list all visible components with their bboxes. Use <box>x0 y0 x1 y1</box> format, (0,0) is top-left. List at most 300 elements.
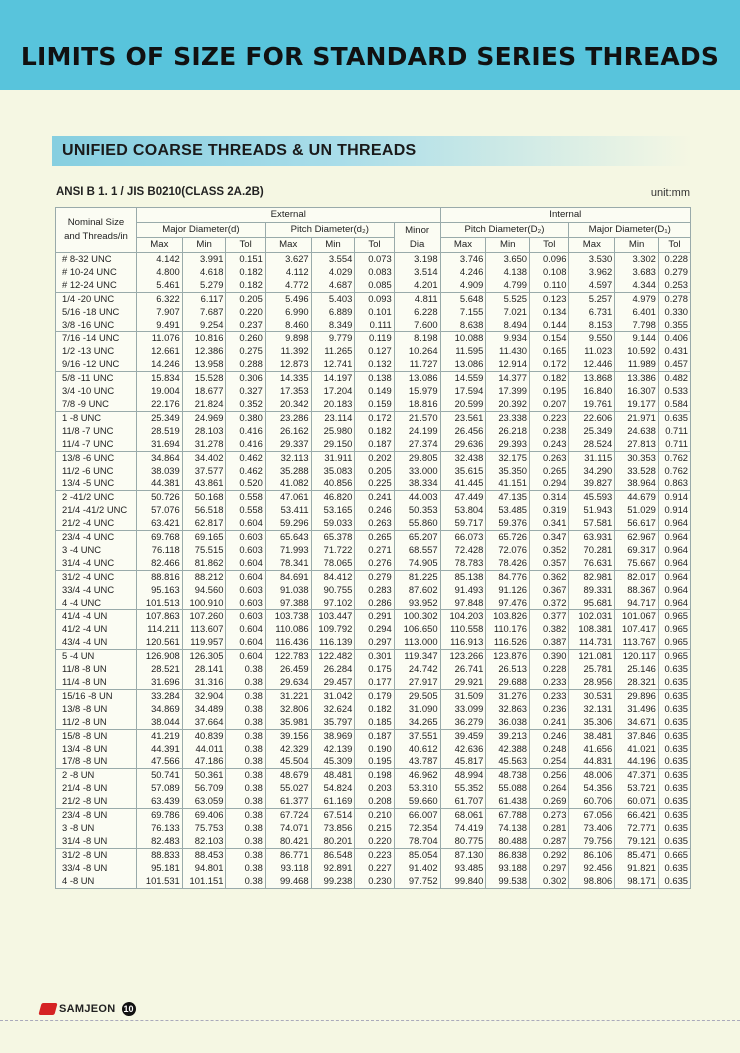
value-cell: 14.246 <box>136 358 182 371</box>
value-cell: 50.741 <box>136 769 182 782</box>
table-row <box>56 332 691 345</box>
value-cell: 53.310 <box>394 782 440 795</box>
value-cell: 91.493 <box>440 584 486 597</box>
value-cell: 0.390 <box>530 650 569 663</box>
value-cell: 72.771 <box>615 822 659 835</box>
value-cell: 101.067 <box>615 610 659 623</box>
header-max: Max <box>569 238 615 253</box>
value-cell: 45.593 <box>569 491 615 504</box>
value-cell: 68.061 <box>440 809 486 822</box>
value-cell: 46.962 <box>394 769 440 782</box>
nominal-size-cell: 13/8 -6 UNC <box>56 451 137 464</box>
header-min: Min <box>182 238 226 253</box>
value-cell: 7.021 <box>486 306 530 319</box>
unit-label: unit:mm <box>650 187 690 199</box>
value-cell: 33.099 <box>440 703 486 716</box>
value-cell: 82.981 <box>569 570 615 583</box>
table-row <box>56 279 691 292</box>
value-cell: 79.756 <box>569 835 615 848</box>
value-cell: 0.264 <box>530 782 569 795</box>
value-cell: 11.595 <box>440 345 486 358</box>
value-cell: 29.921 <box>440 676 486 689</box>
value-cell: 39.156 <box>265 729 311 742</box>
value-cell: 4.979 <box>615 292 659 305</box>
nominal-size-cell: 11/2 -8 UN <box>56 716 137 729</box>
nominal-size-cell: 3/4 -10 UNC <box>56 385 137 398</box>
value-cell: 0.635 <box>658 755 690 768</box>
value-cell: 8.198 <box>394 332 440 345</box>
value-cell: 0.225 <box>355 477 394 490</box>
value-cell: 3.683 <box>615 266 659 279</box>
value-cell: 67.788 <box>486 809 530 822</box>
table-row <box>56 345 691 358</box>
value-cell: 92.456 <box>569 862 615 875</box>
value-cell: 7.798 <box>615 319 659 332</box>
value-cell: 100.910 <box>182 597 226 610</box>
value-cell: 8.153 <box>569 319 615 332</box>
value-cell: 7.600 <box>394 319 440 332</box>
nominal-size-cell: # 12-24 UNC <box>56 279 137 292</box>
value-cell: 51.943 <box>569 504 615 517</box>
value-cell: 0.38 <box>226 663 265 676</box>
value-cell: 0.635 <box>658 835 690 848</box>
value-cell: 38.964 <box>615 477 659 490</box>
table-row <box>56 822 691 835</box>
header-max: Max <box>440 238 486 253</box>
value-cell: 35.797 <box>311 716 355 729</box>
value-cell: 0.227 <box>355 862 394 875</box>
value-cell: 0.205 <box>355 465 394 478</box>
nominal-size-cell: 5/8 -11 UNC <box>56 372 137 385</box>
value-cell: 16.840 <box>569 385 615 398</box>
value-cell: 0.275 <box>226 345 265 358</box>
value-cell: 0.635 <box>658 862 690 875</box>
value-cell: 0.635 <box>658 689 690 702</box>
value-cell: 0.327 <box>226 385 265 398</box>
value-cell: 97.752 <box>394 875 440 888</box>
value-cell: 56.709 <box>182 782 226 795</box>
table-row <box>56 292 691 305</box>
value-cell: 0.635 <box>658 716 690 729</box>
value-cell: 55.027 <box>265 782 311 795</box>
value-cell: 45.504 <box>265 755 311 768</box>
value-cell: 6.117 <box>182 292 226 305</box>
value-cell: 0.246 <box>355 504 394 517</box>
value-cell: 4.246 <box>440 266 486 279</box>
value-cell: 110.558 <box>440 623 486 636</box>
nominal-size-cell: 41/2 -4 UN <box>56 623 137 636</box>
value-cell: 0.964 <box>658 570 690 583</box>
value-cell: 71.993 <box>265 544 311 557</box>
value-cell: 73.406 <box>569 822 615 835</box>
value-cell: 0.762 <box>658 465 690 478</box>
value-cell: 13.958 <box>182 358 226 371</box>
value-cell: 0.273 <box>530 809 569 822</box>
value-cell: 21.570 <box>394 411 440 424</box>
value-cell: 78.783 <box>440 557 486 570</box>
value-cell: 48.006 <box>569 769 615 782</box>
value-cell: 41.445 <box>440 477 486 490</box>
value-cell: 36.279 <box>440 716 486 729</box>
value-cell: 34.265 <box>394 716 440 729</box>
value-cell: 0.236 <box>530 703 569 716</box>
value-cell: 32.624 <box>311 703 355 716</box>
value-cell: 6.228 <box>394 306 440 319</box>
value-cell: 53.804 <box>440 504 486 517</box>
value-cell: 0.603 <box>226 597 265 610</box>
value-cell: 61.169 <box>311 795 355 808</box>
value-cell: 126.908 <box>136 650 182 663</box>
value-cell: 0.210 <box>355 809 394 822</box>
value-cell: 32.863 <box>486 703 530 716</box>
value-cell: 34.869 <box>136 703 182 716</box>
value-cell: 69.165 <box>182 531 226 544</box>
value-cell: 88.453 <box>182 848 226 861</box>
value-cell: 3.650 <box>486 253 530 266</box>
nominal-size-cell: 3 -4 UNC <box>56 544 137 557</box>
value-cell: 122.783 <box>265 650 311 663</box>
value-cell: 97.388 <box>265 597 311 610</box>
value-cell: 0.965 <box>658 610 690 623</box>
value-cell: 47.566 <box>136 755 182 768</box>
value-cell: 13.086 <box>394 372 440 385</box>
value-cell: 54.824 <box>311 782 355 795</box>
value-cell: 24.969 <box>182 411 226 424</box>
section-title: UNIFIED COARSE THREADS & UN THREADS <box>62 142 417 159</box>
value-cell: 86.106 <box>569 848 615 861</box>
value-cell: 80.201 <box>311 835 355 848</box>
value-cell: 103.826 <box>486 610 530 623</box>
value-cell: 0.387 <box>530 636 569 649</box>
value-cell: 38.969 <box>311 729 355 742</box>
value-cell: 0.38 <box>226 703 265 716</box>
table-row <box>56 689 691 702</box>
value-cell: 120.561 <box>136 636 182 649</box>
value-cell: 6.990 <box>265 306 311 319</box>
value-cell: 57.089 <box>136 782 182 795</box>
value-cell: 90.755 <box>311 584 355 597</box>
value-cell: 0.165 <box>530 345 569 358</box>
value-cell: 19.177 <box>615 398 659 411</box>
value-cell: 43.861 <box>182 477 226 490</box>
value-cell: 4.029 <box>311 266 355 279</box>
value-cell: 99.840 <box>440 875 486 888</box>
value-cell: 113.767 <box>615 636 659 649</box>
value-cell: 0.241 <box>530 716 569 729</box>
table-row <box>56 676 691 689</box>
value-cell: 62.967 <box>615 531 659 544</box>
value-cell: 0.604 <box>226 623 265 636</box>
value-cell: 31.316 <box>182 676 226 689</box>
value-cell: 0.635 <box>658 729 690 742</box>
value-cell: 32.438 <box>440 451 486 464</box>
value-cell: 69.786 <box>136 809 182 822</box>
value-cell: 0.260 <box>226 332 265 345</box>
value-cell: 28.521 <box>136 663 182 676</box>
value-cell: 38.044 <box>136 716 182 729</box>
value-cell: 28.519 <box>136 425 182 438</box>
table-row <box>56 729 691 742</box>
nominal-size-cell: 1/4 -20 UNC <box>56 292 137 305</box>
value-cell: 10.592 <box>615 345 659 358</box>
table-row <box>56 253 691 266</box>
value-cell: 33.528 <box>615 465 659 478</box>
value-cell: 0.119 <box>355 332 394 345</box>
value-cell: 72.428 <box>440 544 486 557</box>
value-cell: 0.286 <box>355 597 394 610</box>
nominal-size-cell: 3 -8 UN <box>56 822 137 835</box>
value-cell: 0.302 <box>530 875 569 888</box>
value-cell: 5.461 <box>136 279 182 292</box>
value-cell: 113.607 <box>182 623 226 636</box>
value-cell: 39.213 <box>486 729 530 742</box>
nominal-size-cell: 15/16 -8 UN <box>56 689 137 702</box>
nominal-size-cell: 11/4 -7 UNC <box>56 438 137 451</box>
nominal-size-cell: 11/8 -8 UN <box>56 663 137 676</box>
value-cell: 0.083 <box>355 266 394 279</box>
value-cell: 60.071 <box>615 795 659 808</box>
value-cell: 0.182 <box>355 703 394 716</box>
value-cell: 0.246 <box>530 729 569 742</box>
value-cell: 25.781 <box>569 663 615 676</box>
header-pitch-D2: Pitch Diameter(D₂) <box>440 223 569 238</box>
value-cell: 5.403 <box>311 292 355 305</box>
value-cell: 79.121 <box>615 835 659 848</box>
value-cell: 0.38 <box>226 875 265 888</box>
value-cell: 93.118 <box>265 862 311 875</box>
value-cell: 0.297 <box>530 862 569 875</box>
table-row <box>56 862 691 875</box>
value-cell: 88.833 <box>136 848 182 861</box>
value-cell: 17.353 <box>265 385 311 398</box>
value-cell: 31.115 <box>569 451 615 464</box>
value-cell: 0.38 <box>226 795 265 808</box>
value-cell: 0.635 <box>658 663 690 676</box>
header-internal: Internal <box>440 208 690 223</box>
value-cell: 53.411 <box>265 504 311 517</box>
value-cell: 23.114 <box>311 411 355 424</box>
value-cell: 59.033 <box>311 517 355 530</box>
value-cell: 9.254 <box>182 319 226 332</box>
value-cell: 23.338 <box>486 411 530 424</box>
nominal-size-cell: 31/2 -8 UN <box>56 848 137 861</box>
value-cell: 3.514 <box>394 266 440 279</box>
nominal-size-cell: 11/2 -6 UNC <box>56 465 137 478</box>
table-row <box>56 703 691 716</box>
value-cell: 37.664 <box>182 716 226 729</box>
value-cell: 30.353 <box>615 451 659 464</box>
value-cell: 0.238 <box>530 425 569 438</box>
value-cell: 0.604 <box>226 517 265 530</box>
value-cell: 32.131 <box>569 703 615 716</box>
value-cell: 3.302 <box>615 253 659 266</box>
value-cell: 107.863 <box>136 610 182 623</box>
value-cell: 0.38 <box>226 848 265 861</box>
value-cell: 0.278 <box>658 292 690 305</box>
value-cell: 40.856 <box>311 477 355 490</box>
value-cell: 5.496 <box>265 292 311 305</box>
value-cell: 109.792 <box>311 623 355 636</box>
value-cell: 55.352 <box>440 782 486 795</box>
value-cell: 26.513 <box>486 663 530 676</box>
value-cell: 63.931 <box>569 531 615 544</box>
value-cell: 87.130 <box>440 848 486 861</box>
value-cell: 31.221 <box>265 689 311 702</box>
value-cell: 4.772 <box>265 279 311 292</box>
value-cell: 65.726 <box>486 531 530 544</box>
section-banner <box>52 136 692 166</box>
value-cell: 0.185 <box>355 716 394 729</box>
value-cell: 0.283 <box>355 584 394 597</box>
value-cell: 44.011 <box>182 743 226 756</box>
value-cell: 0.271 <box>355 544 394 557</box>
value-cell: 103.738 <box>265 610 311 623</box>
value-cell: 10.264 <box>394 345 440 358</box>
value-cell: 106.650 <box>394 623 440 636</box>
value-cell: 0.382 <box>530 623 569 636</box>
value-cell: 0.711 <box>658 438 690 451</box>
value-cell: 0.182 <box>355 425 394 438</box>
value-cell: 5.279 <box>182 279 226 292</box>
nominal-size-cell: 41/4 -4 UN <box>56 610 137 623</box>
value-cell: 33.284 <box>136 689 182 702</box>
value-cell: 0.123 <box>530 292 569 305</box>
value-cell: 41.219 <box>136 729 182 742</box>
value-cell: 29.634 <box>265 676 311 689</box>
value-cell: 81.225 <box>394 570 440 583</box>
value-cell: 41.151 <box>486 477 530 490</box>
value-cell: 0.243 <box>530 438 569 451</box>
value-cell: 107.417 <box>615 623 659 636</box>
header-min: Min <box>311 238 355 253</box>
value-cell: 8.349 <box>311 319 355 332</box>
value-cell: 0.38 <box>226 676 265 689</box>
value-cell: 66.007 <box>394 809 440 822</box>
nominal-size-cell: 21/2 -8 UN <box>56 795 137 808</box>
value-cell: 65.643 <box>265 531 311 544</box>
nominal-size-cell: 33/4 -8 UN <box>56 862 137 875</box>
value-cell: 0.416 <box>226 438 265 451</box>
value-cell: 4.597 <box>569 279 615 292</box>
table-row <box>56 610 691 623</box>
value-cell: 0.269 <box>530 795 569 808</box>
value-cell: 0.462 <box>226 465 265 478</box>
table-row <box>56 517 691 530</box>
value-cell: 28.524 <box>569 438 615 451</box>
value-cell: 0.175 <box>355 663 394 676</box>
value-cell: 28.321 <box>615 676 659 689</box>
value-cell: 27.917 <box>394 676 440 689</box>
value-cell: 0.603 <box>226 584 265 597</box>
value-cell: 47.135 <box>486 491 530 504</box>
table-row <box>56 584 691 597</box>
value-cell: 30.531 <box>569 689 615 702</box>
value-cell: 28.141 <box>182 663 226 676</box>
value-cell: 45.309 <box>311 755 355 768</box>
value-cell: 4.909 <box>440 279 486 292</box>
value-cell: 84.776 <box>486 570 530 583</box>
value-cell: 7.155 <box>440 306 486 319</box>
value-cell: 57.076 <box>136 504 182 517</box>
value-cell: 0.297 <box>355 636 394 649</box>
value-cell: 62.817 <box>182 517 226 530</box>
value-cell: 47.371 <box>615 769 659 782</box>
value-cell: 23.561 <box>440 411 486 424</box>
header-max: Max <box>265 238 311 253</box>
value-cell: 65.207 <box>394 531 440 544</box>
value-cell: 0.38 <box>226 822 265 835</box>
value-cell: 74.419 <box>440 822 486 835</box>
value-cell: 0.159 <box>355 398 394 411</box>
value-cell: 50.726 <box>136 491 182 504</box>
value-cell: 0.341 <box>530 517 569 530</box>
value-cell: 82.017 <box>615 570 659 583</box>
value-cell: 0.347 <box>530 531 569 544</box>
value-cell: 86.771 <box>265 848 311 861</box>
value-cell: 35.083 <box>311 465 355 478</box>
value-cell: 56.518 <box>182 504 226 517</box>
value-cell: 5.648 <box>440 292 486 305</box>
value-cell: 23.286 <box>265 411 311 424</box>
value-cell: 11.076 <box>136 332 182 345</box>
header-tol: Tol <box>226 238 265 253</box>
table-row <box>56 716 691 729</box>
value-cell: 69.317 <box>615 544 659 557</box>
value-cell: 8.494 <box>486 319 530 332</box>
value-cell: 0.352 <box>226 398 265 411</box>
value-cell: 35.350 <box>486 465 530 478</box>
value-cell: 53.721 <box>615 782 659 795</box>
value-cell: 114.211 <box>136 623 182 636</box>
value-cell: 0.604 <box>226 650 265 663</box>
value-cell: 86.548 <box>311 848 355 861</box>
value-cell: 3.530 <box>569 253 615 266</box>
value-cell: 21.824 <box>182 398 226 411</box>
value-cell: 0.127 <box>355 345 394 358</box>
footer-divider <box>0 1020 740 1021</box>
value-cell: 29.457 <box>311 676 355 689</box>
value-cell: 67.724 <box>265 809 311 822</box>
value-cell: 48.679 <box>265 769 311 782</box>
value-cell: 0.279 <box>355 570 394 583</box>
value-cell: 34.489 <box>182 703 226 716</box>
value-cell: 31.090 <box>394 703 440 716</box>
value-cell: 0.182 <box>226 266 265 279</box>
nominal-size-cell: 31/2 -4 UNC <box>56 570 137 583</box>
value-cell: 0.233 <box>530 676 569 689</box>
value-cell: 120.117 <box>615 650 659 663</box>
value-cell: 7.907 <box>136 306 182 319</box>
table-row <box>56 398 691 411</box>
value-cell: 3.962 <box>569 266 615 279</box>
value-cell: 0.187 <box>355 438 394 451</box>
value-cell: 29.636 <box>440 438 486 451</box>
value-cell: 0.319 <box>530 504 569 517</box>
value-cell: 0.151 <box>226 253 265 266</box>
value-cell: 0.635 <box>658 782 690 795</box>
value-cell: 38.481 <box>569 729 615 742</box>
value-cell: 88.212 <box>182 570 226 583</box>
value-cell: 99.468 <box>265 875 311 888</box>
page-number: 10 <box>123 1004 134 1014</box>
value-cell: 101.531 <box>136 875 182 888</box>
value-cell: 50.353 <box>394 504 440 517</box>
value-cell: 54.356 <box>569 782 615 795</box>
value-cell: 0.205 <box>226 292 265 305</box>
value-cell: 31.694 <box>136 438 182 451</box>
table-row <box>56 372 691 385</box>
value-cell: 9.934 <box>486 332 530 345</box>
